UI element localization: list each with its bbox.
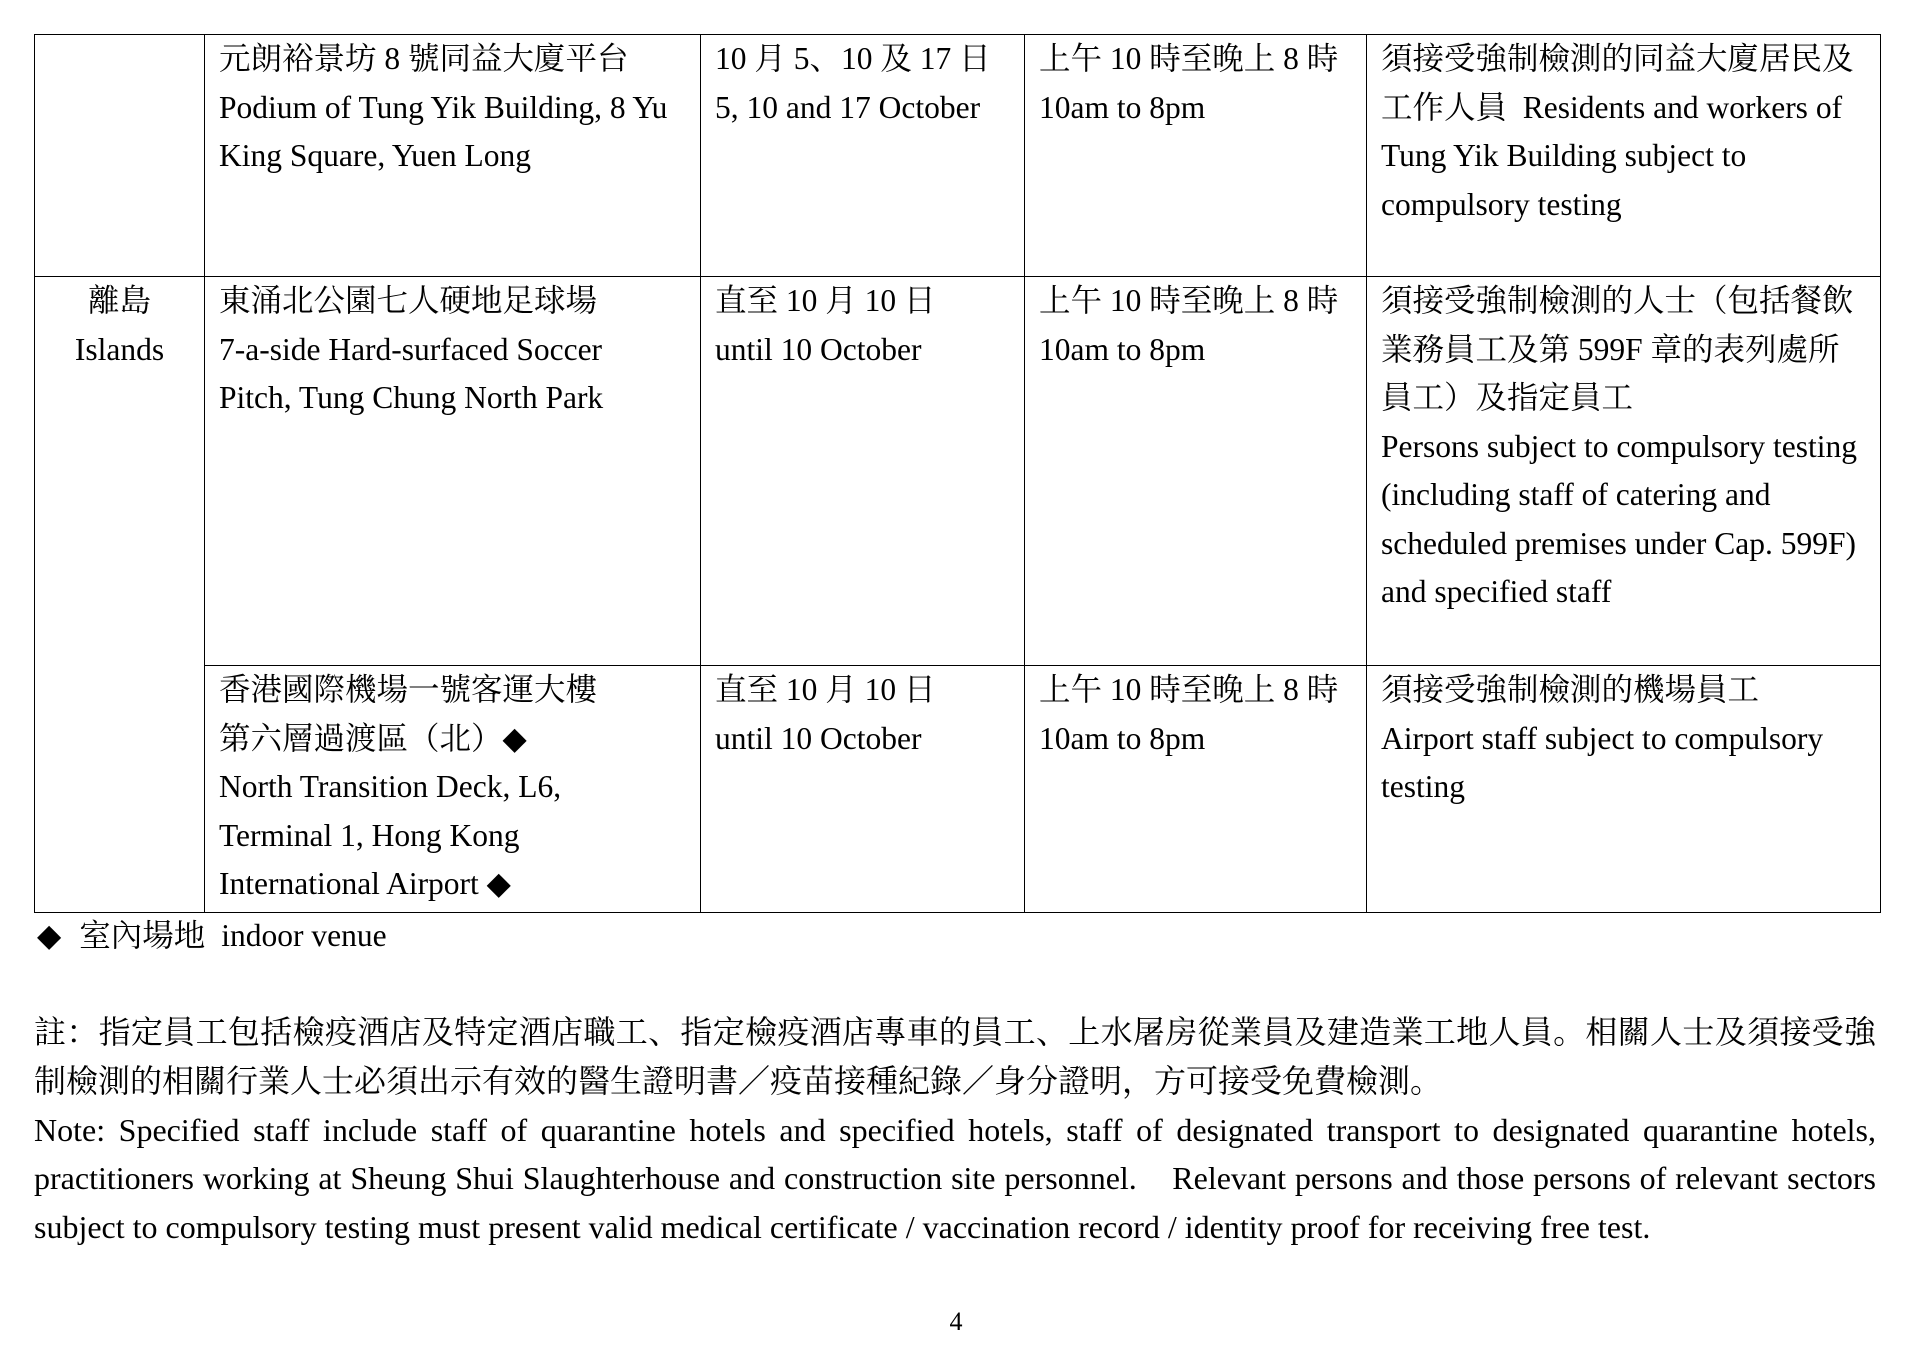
eligibility-cell (1367, 666, 1881, 913)
eligibility-line: 須接受強制檢測的機場員工 (1381, 672, 1760, 707)
eligibility-line: scheduled premises under Cap. 599F) (1381, 525, 1857, 561)
venue-line: 7-a-side Hard-surfaced Soccer (219, 331, 603, 367)
legend-label-zh: 室內場地 (79, 918, 206, 953)
table-row (35, 35, 1881, 277)
table-row (35, 277, 1881, 666)
eligibility-line: 須接受強制檢測的人士（包括餐飲 (1381, 283, 1854, 318)
eligibility-line: compulsory testing (1381, 186, 1622, 222)
dates-line: 直至 10 月 10 日 (715, 672, 936, 707)
hours-cell (1025, 277, 1367, 666)
venue-line: 東涌北公園七人硬地足球場 (219, 283, 598, 318)
venue-line: Podium of Tung Yik Building, 8 Yu (219, 89, 668, 125)
dates-cell (701, 35, 1025, 277)
district-cell (35, 277, 205, 913)
testing-schedule-table (34, 34, 1881, 913)
hours-cell (1025, 666, 1367, 913)
hours-line: 上午 10 時至晚上 8 時 (1039, 41, 1339, 76)
dates-line: until 10 October (715, 331, 922, 367)
dates-cell (701, 277, 1025, 666)
eligibility-cell (1367, 35, 1881, 277)
venue-line: Terminal 1, Hong Kong (219, 817, 520, 853)
hours-line: 10am to 8pm (1039, 89, 1206, 125)
hours-line: 上午 10 時至晚上 8 時 (1039, 672, 1339, 707)
dates-line: 10 月 5、10 及 17 日 (715, 41, 991, 76)
venue-line: King Square, Yuen Long (219, 138, 532, 173)
hours-line: 10am to 8pm (1039, 720, 1206, 756)
eligibility-line: Persons subject to compulsory testing (1381, 428, 1857, 464)
note-en-line: Note: Specified staff include staff of quarantine hotels and specified hotels, staff of designated transport to designated quarantine hotels, (34, 1111, 1876, 1148)
venue-line: North Transition Deck, L6, (219, 769, 562, 804)
note-zh-line: 制檢測的相關行業人士必須出示有效的醫生證明書／疫苗接種紀錄／身分證明，方可接受免費檢測。 (34, 1062, 1443, 1099)
eligibility-line: testing (1381, 769, 1465, 804)
eligibility-line: (including staff of catering and (1381, 477, 1771, 512)
footnote (34, 1008, 1876, 1252)
venue-line: 第六層過渡區（北）◆ (219, 720, 527, 756)
venue-line: International Airport ◆ (219, 866, 511, 901)
hours-line: 10am to 8pm (1039, 331, 1206, 367)
eligibility-line: Airport staff subject to compulsory (1381, 720, 1824, 756)
venue-line: 元朗裕景坊 8 號同益大廈平台 (219, 41, 629, 76)
eligibility-line: 業務員工及第 599F 章的表列處所 (1381, 331, 1840, 367)
hours-line: 上午 10 時至晚上 8 時 (1039, 283, 1339, 318)
venue-cell (205, 35, 701, 277)
eligibility-line: and specified staff (1381, 574, 1612, 609)
eligibility-line: 工作人員 Residents and workers of (1381, 89, 1843, 125)
diamond-icon: ◆ (37, 918, 62, 953)
dates-cell (701, 666, 1025, 913)
venue-cell (205, 277, 701, 666)
page-number: 4 (949, 1307, 963, 1336)
note-zh-line: 註：指定員工包括檢疫酒店及特定酒店職工、指定檢疫酒店專車的員工、上水屠房從業員及建造業工地人員。相關人士及須接受強 (34, 1014, 1876, 1050)
district-name-zh: 離島 (87, 283, 151, 318)
district-cell (35, 35, 205, 277)
district-name-en: Islands (74, 331, 165, 367)
dates-line: 直至 10 月 10 日 (715, 283, 936, 318)
dates-line: until 10 October (715, 720, 922, 756)
note-en-line: subject to compulsory testing must present valid medical certificate / vaccination record / identity proof for receiving free test. (34, 1209, 1651, 1246)
dates-line: 5, 10 and 17 October (715, 89, 981, 125)
legend-label-en: indoor venue (221, 918, 387, 953)
venue-line: 香港國際機場一號客運大樓 (219, 672, 598, 707)
eligibility-line: Tung Yik Building subject to (1381, 138, 1747, 173)
venue-line: Pitch, Tung Chung North Park (219, 380, 604, 415)
eligibility-cell (1367, 277, 1881, 666)
hours-cell (1025, 35, 1367, 277)
eligibility-line: 須接受強制檢測的同益大廈居民及 (1381, 41, 1854, 76)
venue-cell (205, 666, 701, 913)
indoor-venue-legend (37, 912, 387, 961)
eligibility-line: 員工）及指定員工 (1381, 380, 1634, 415)
note-en-line: practitioners working at Sheung Shui Slaughterhouse and construction site personnel. Relevant persons and those persons of relevant sectors (34, 1160, 1876, 1197)
table-row (35, 666, 1881, 913)
